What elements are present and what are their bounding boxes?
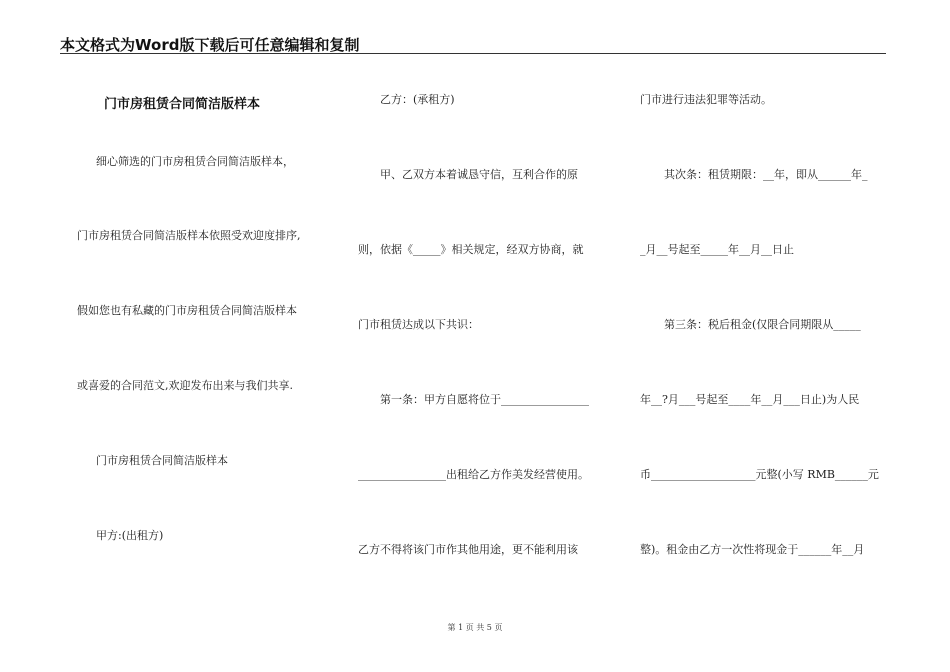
document-header: 本文格式为Word版下载后可任意编辑和复制 <box>60 36 360 54</box>
body-line: 币___________________元整(小写 RMB______元 <box>640 468 879 481</box>
body-line: 第一条：甲方自愿将位于________________ <box>380 393 589 406</box>
body-line: 细心筛选的门市房租赁合同简洁版样本， <box>96 155 294 168</box>
body-line: 门市进行违法犯罪等活动。 <box>640 93 772 106</box>
body-line: 乙方不得将该门市作其他用途，更不能利用该 <box>358 543 578 556</box>
body-line: 第三条：税后租金(仅限合同期限从_____ <box>664 318 861 331</box>
document-title: 门市房租赁合同简洁版样本 <box>104 97 261 112</box>
body-line: 则，依据《_____》相关规定，经双方协商，就 <box>358 243 584 256</box>
body-line: 整)。租金由乙方一次性将现金于______年__月 <box>640 543 865 556</box>
body-line: 年__?月___号起至____年__月___日止)为人民 <box>640 393 860 406</box>
body-line: 其次条：租赁期限：__年，即从______年_ <box>664 168 868 181</box>
body-line: 门市房租赁合同简洁版样本 <box>96 454 228 467</box>
body-line: 假如您也有私藏的门市房租赁合同简洁版样本 <box>77 304 297 317</box>
body-line: 甲、乙双方本着诚恳守信，互利合作的原 <box>380 168 578 181</box>
body-line: 门市房租赁合同简洁版样本依照受欢迎度排序, <box>77 229 301 242</box>
body-line: 门市租赁达成以下共识： <box>358 318 479 331</box>
page-number: 第 1 页 共 5 页 <box>447 623 503 632</box>
body-line: 或喜爱的合同范文,欢迎发布出来与我们共享. <box>77 379 293 392</box>
header-divider <box>60 53 886 54</box>
body-line: 乙方：(承租方) <box>380 93 455 106</box>
body-line: 甲方:(出租方) <box>96 529 164 542</box>
body-line: _月__号起至_____年__月__日止 <box>640 243 794 256</box>
body-line: ________________出租给乙方作美发经营使用。 <box>358 468 589 481</box>
